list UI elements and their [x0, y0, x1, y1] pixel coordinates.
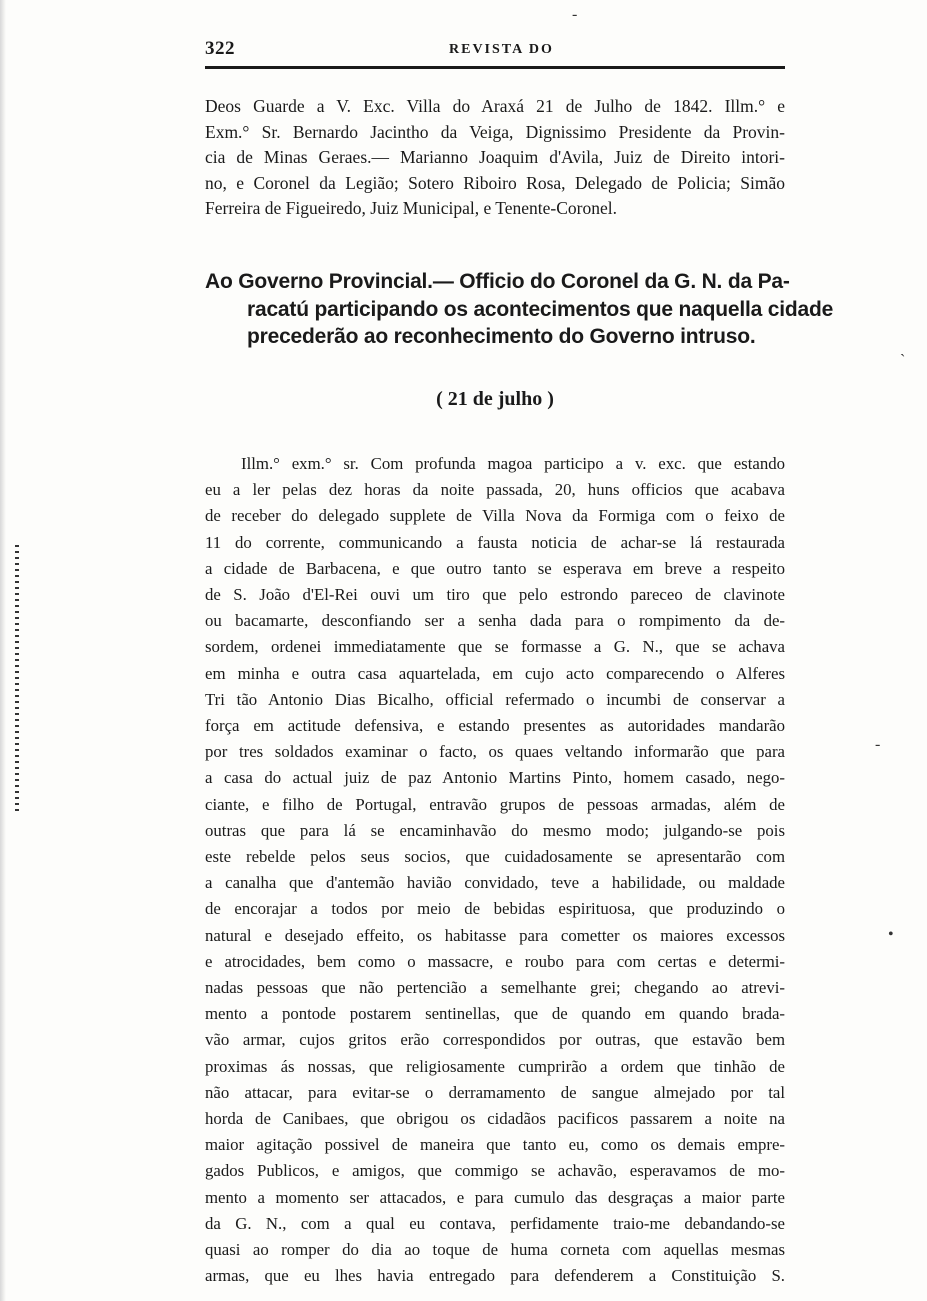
text-line: a canalha que d'antemão havião convidado, teve a habilidade, ou maldade [205, 873, 785, 893]
page-header [205, 38, 785, 68]
text-line: de S. João d'El-Rei ouvi um tiro que pelo estrondo pareceo de clavinote [205, 585, 785, 605]
section-title [205, 268, 834, 351]
text-line: este rebelde pelos seus socios, que cuidadosamente se apresentarão com [205, 847, 785, 867]
page-left-edge-shadow [0, 0, 6, 1301]
text-line: Deos Guarde a V. Exc. Villa do Araxá 21 de Julho de 1842. Illm.° e [205, 96, 785, 116]
text-line: mento a momento ser attacados, e para cumulo das desgraças a maior parte [205, 1187, 785, 1207]
text-line: Tri tão Antonio Dias Bicalho, official refermado o incumbi de conservar a [205, 689, 785, 709]
ink-speck: - [572, 6, 578, 23]
text-line: a cidade de Barbacena, e que outro tanto se esperava em breve a respeito [205, 558, 785, 578]
text-line: sordem, ordenei immediatamente que se formasse a G. N., que se achava [205, 637, 785, 657]
text-line: natural e desejado effeito, os habitasse para cometter os maiores excessos [205, 925, 785, 945]
title-line: precederão ao reconhecimento do Governo intruso. [247, 325, 756, 348]
text-line: de encorajar a todos por meio de bebidas espirituosa, que produzindo o [205, 899, 785, 919]
text-line: gados Publicos, e amigos, que commigo se achavão, esperavamos de mo- [205, 1161, 785, 1181]
text-line: de receber do delegado supplete de Villa Nova da Formiga com o feixo de [205, 506, 785, 526]
ink-speck: • [888, 926, 894, 943]
title-line: Ao Governo Provincial.— Officio do Coronel da G. N. da Pa- [205, 270, 790, 293]
text-line: horda de Canibaes, que obrigou os cidadãos pacificos passarem a noite na [205, 1109, 785, 1129]
text-line: força em actitude defensiva, e estando presentes as autoridades mandarão [205, 716, 785, 736]
text-line: maior agitação possivel de maneira que tanto eu, como os demais empre- [205, 1135, 785, 1155]
text-line: e atrocidades, bem como o massacre, e roubo para com certas e determi- [205, 951, 785, 971]
text-line: nadas pessoas que não pertencião a semelhante grei; chegando ao atrevi- [205, 978, 785, 998]
text-line: em minha e outra casa aquartelada, em cujo acto comparecendo o Alferes [205, 663, 785, 683]
paragraph-signatures [205, 94, 785, 222]
text-line: a casa do actual juiz de paz Antonio Martins Pinto, homem casado, nego- [205, 768, 785, 788]
text-line: ou bacamarte, desconfiando ser a senha dada para o rompimento da de- [205, 611, 785, 631]
running-title: REVISTA DO [449, 42, 554, 57]
margin-dots-mark [15, 545, 19, 815]
text-line: por tres soldados examinar o facto, os quaes veltando informarão que para [205, 742, 785, 762]
text-line: armas, que eu lhes havia entregado para defenderem a Constituição S. [205, 1266, 785, 1286]
ink-speck: ` [900, 352, 906, 369]
date-line: ( 21 de julho ) [436, 388, 554, 410]
text-line: Illm.° exm.° sr. Com profunda magoa participo a v. exc. que estando [241, 454, 785, 473]
text-line: da G. N., com a qual eu contava, perfidamente traio-me debandando-se [205, 1213, 785, 1233]
text-line: eu a ler pelas dez horas da noite passada, 20, huns officios que acabava [205, 480, 785, 500]
text-line: quasi ao romper do dia ao toque de huma corneta com aquellas mesmas [205, 1240, 785, 1260]
header-rule [205, 66, 785, 69]
text-line: mento a pontode postarem sentinellas, que de quando em quando brada- [205, 1004, 785, 1024]
text-line: cia de Minas Geraes.— Marianno Joaquim d'Avila, Juiz de Direito intori- [205, 147, 785, 168]
title-line: racatú participando os acontecimentos que naquella cidade [247, 297, 834, 321]
page-number: 322 [205, 38, 235, 59]
text-line: no, e Coronel da Legião; Sotero Riboiro Rosa, Delegado de Policia; Simão [205, 172, 785, 193]
text-line: Ferreira de Figueiredo, Juiz Municipal, e Tenente-Coronel. [205, 198, 618, 219]
text-line: Exm.° Sr. Bernardo Jacintho da Veiga, Dignissimo Presidente da Provin- [205, 121, 785, 142]
text-line: 11 do corrente, communicando a fausta noticia de achar-se lá restaurada [205, 532, 785, 552]
text-line: vão armar, cujos gritos erão correspondidos por outras, que estavão bem [205, 1030, 785, 1050]
text-line: outras que para lá se encaminhavão do mesmo modo; julgando-se pois [205, 820, 785, 840]
paragraph-letter [205, 451, 785, 1290]
text-line: proximas ás nossas, que religiosamente cumprirão a ordem que tinhão de [205, 1056, 785, 1076]
text-line: não attacar, para evitar-se o derramamento de sangue almejado por tal [205, 1082, 785, 1102]
text-line: ciante, e filho de Portugal, entravão grupos de pessoas armadas, além de [205, 794, 785, 814]
ink-speck: - [875, 736, 881, 753]
